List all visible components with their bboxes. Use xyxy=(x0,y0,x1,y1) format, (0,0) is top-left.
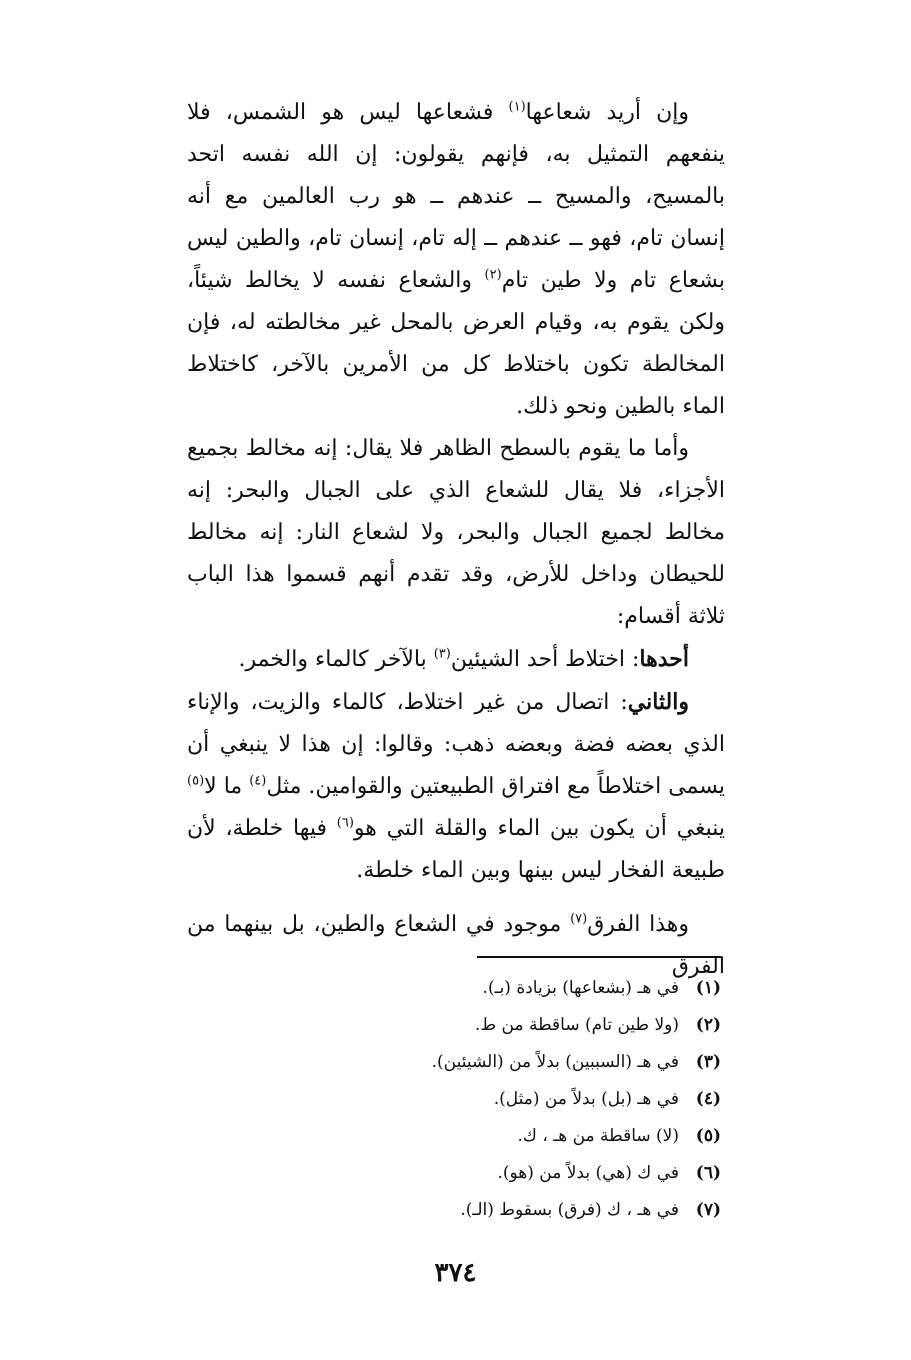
paragraph-text: ما لا xyxy=(204,774,250,799)
footnote xyxy=(201,1192,721,1229)
paragraph-text: وأما ما يقوم بالسطح الظاهر فلا يقال: إنه مخالط بجميع الأجزاء، فلا يقال للشعاع الذي على الجبال والبحر: إنه مخالط لجميع الجبال والبحر، ولا لشعاع النار: إنه مخالط للحيطان وداخل للأرض، وقد تقدم أنهم قسموا هذا الباب ثلاثة أقسام: xyxy=(187,436,725,629)
footnote-number: (٤) xyxy=(695,1089,721,1109)
footnote-text: في هـ (بشعاعها) بزيادة (بـ). xyxy=(482,978,679,998)
main-text-body xyxy=(187,92,725,988)
paragraph-text: بالآخر كالماء والخمر. xyxy=(238,647,434,672)
footnote-separator xyxy=(477,956,721,958)
footnote xyxy=(201,1044,721,1081)
footnote xyxy=(201,1081,721,1118)
paragraph-text: : اختلاط أحد الشيئين xyxy=(450,647,640,672)
footnote-number: (٣) xyxy=(695,1052,721,1072)
footnotes-list xyxy=(201,970,721,1229)
paragraph-text: وهذا الفرق xyxy=(587,912,689,937)
footnote-number: (٢) xyxy=(695,1015,721,1035)
footnote-marker: (٣) xyxy=(433,646,451,662)
footnote-number: (٦) xyxy=(695,1163,721,1183)
page-number: ٣٧٤ xyxy=(434,1258,477,1288)
footnote-marker: (٤) xyxy=(249,773,267,789)
footnote xyxy=(201,970,721,1007)
paragraph-text: فيها خلطة، لأن طبيعة الفخار ليس بينها وبين الماء خلطة. xyxy=(187,816,725,883)
footnote-number: (٥) xyxy=(695,1126,721,1146)
paragraph-text: : اتصال من غير اختلاط، كالماء والزيت، والإناء الذي بعضه فضة وبعضه ذهب: وقالوا: إن هذا لا ينبغي أن يسمى اختلاطاً مع افتراق الطبيعتين والقوامين. مثل xyxy=(187,690,725,799)
footnote-text: في ك (هي) بدلاً من (هو). xyxy=(497,1163,679,1183)
footnote-marker: (٦) xyxy=(336,815,354,831)
footnote-number: (١) xyxy=(695,978,721,998)
paragraph-text: فشعاعها ليس هو الشمس، فلا ينفعهم التمثيل به، فإنهم يقولون: إن الله نفسه اتحد بالمسيح، والمسيح ــ عندهم ــ هو رب العالمين مع أنه إنسان تام، فهو ــ عندهم ــ إله تام، إنسان تام، والطين ليس بشعاع تام ولا طين تام xyxy=(187,100,725,293)
footnote-text: (لا) ساقطة من هـ ، ك. xyxy=(517,1126,679,1146)
footnote xyxy=(201,1155,721,1192)
paragraph xyxy=(187,638,725,681)
footnote-number: (٧) xyxy=(695,1200,721,1220)
footnote-marker: (٥) xyxy=(187,773,205,789)
footnote xyxy=(201,1118,721,1155)
paragraph xyxy=(187,428,725,638)
paragraph-text: والشعاع نفسه لا يخالط شيئاً، ولكن يقوم به، وقيام العرض بالمحل غير مخالطته له، فإن المخالطة تكون باختلاط كل من الأمرين بالآخر، كاختلاط الماء بالطين ونحو ذلك. xyxy=(187,268,725,419)
footnote-text: في هـ (السببين) بدلاً من (الشيئين). xyxy=(431,1052,679,1072)
footnote-text: في هـ (بل) بدلاً من (مثل). xyxy=(493,1089,679,1109)
lead-term: والثاني xyxy=(627,689,689,715)
paragraph-text: وإن أريد شعاعها xyxy=(525,100,689,125)
footnote-marker: (١) xyxy=(508,99,526,115)
footnote-marker: (٢) xyxy=(484,267,502,283)
paragraph-text: ينبغي أن يكون بين الماء والقلة التي هو xyxy=(353,816,725,841)
paragraph xyxy=(187,92,725,428)
lead-term: أحدها xyxy=(639,646,689,672)
footnote-text: في هـ ، ك (فرق) بسقوط (الـ). xyxy=(460,1200,679,1220)
footnote xyxy=(201,1007,721,1044)
footnote-marker: (٧) xyxy=(570,911,588,927)
paragraph-text: موجود في الشعاع والطين، بل بينهما من الفرق xyxy=(187,912,725,979)
footnote-text: (ولا طين تام) ساقطة من ط. xyxy=(474,1015,679,1035)
paragraph xyxy=(187,681,725,892)
